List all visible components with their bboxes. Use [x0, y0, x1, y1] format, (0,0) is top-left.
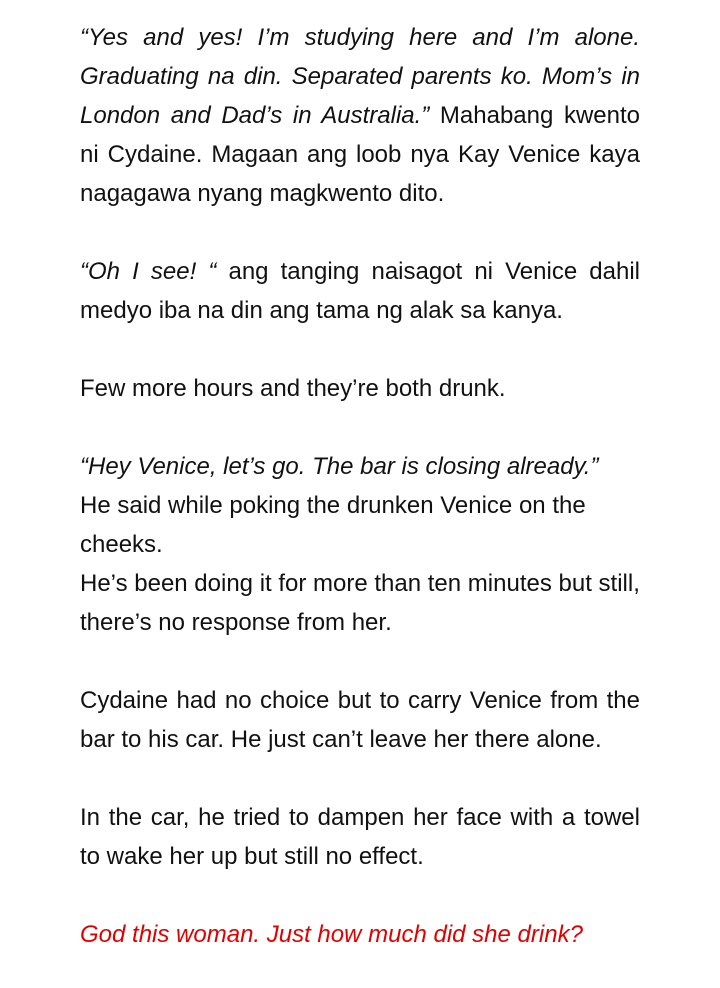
narration-text: In the car, he tried to dampen her face with a towel to wake her up but still no effect.	[80, 804, 640, 870]
document-page	[80, 18, 640, 954]
narration-text: Few more hours and they’re both drunk.	[80, 375, 506, 402]
narration-text: ang tanging naisagot ni Venice dahil medyo iba na din ang tama ng alak sa kanya.	[80, 258, 640, 324]
paragraph-venice-reply	[80, 252, 640, 330]
dialogue-cydaine: “Hey Venice, let’s go. The bar is closing already.”	[80, 453, 599, 480]
paragraph-cydaine-story	[80, 18, 640, 213]
paragraph-no-response	[80, 564, 640, 642]
paragraph-both-drunk	[80, 369, 640, 408]
paragraph-in-the-car	[80, 798, 640, 876]
narration-text: Cydaine had no choice but to carry Venice from the bar to his car. He just can’t leave her there alone.	[80, 687, 640, 753]
dialogue-venice: “Oh I see! “	[80, 258, 217, 285]
narration-text: Mahabang kwento ni Cydaine. Magaan ang loob nya Kay Venice kaya nagagawa nyang magkwento dito.	[80, 102, 640, 207]
inner-thought-text: God this woman. Just how much did she drink?	[80, 921, 583, 948]
narration-text: He’s been doing it for more than ten minutes but still, there’s no response from her.	[80, 570, 640, 636]
dialogue-cydaine: “Yes and yes! I’m studying here and I’m alone. Graduating na din. Separated parents ko. Mom’s in London and Dad’s in Australia.”	[80, 24, 640, 129]
paragraph-lets-go	[80, 447, 640, 564]
paragraph-inner-thought	[80, 915, 640, 954]
narration-text: He said while poking the drunken Venice on the cheeks.	[80, 492, 586, 558]
paragraph-carry-venice	[80, 681, 640, 759]
